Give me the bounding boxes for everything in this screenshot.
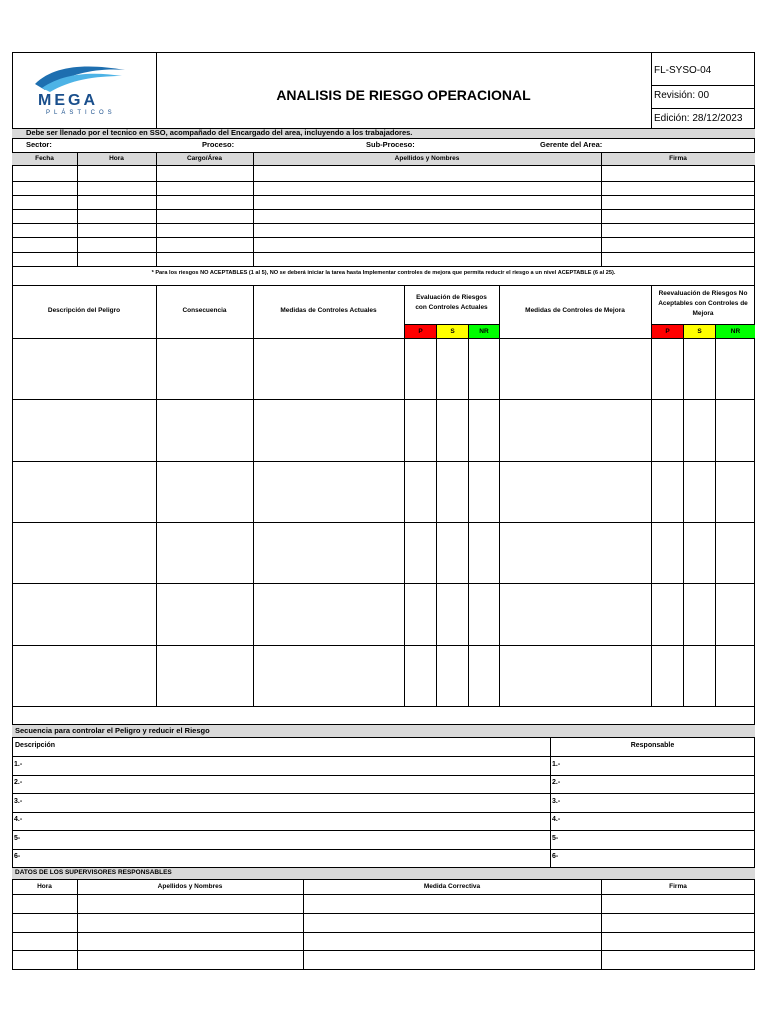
table-row[interactable]	[12, 830, 755, 831]
grid-line	[499, 285, 500, 706]
col-reevaluacion: Reevaluación de Riesgos No Aceptables con Controles de Mejora	[658, 290, 748, 317]
sequence-item: 5-	[14, 835, 21, 842]
table-row[interactable]	[12, 849, 755, 850]
table-row[interactable]	[12, 894, 755, 895]
table-row[interactable]	[12, 583, 755, 584]
sequence-title: Secuencia para controlar el Peligro y reducir el Riesgo	[15, 726, 210, 735]
table-row[interactable]	[12, 522, 755, 523]
table-row[interactable]	[12, 461, 755, 462]
eval-nr-header	[469, 325, 499, 338]
grid-line	[12, 338, 755, 339]
grid-line	[156, 285, 157, 706]
edition-label: Edición: 28/12/2023	[654, 113, 743, 124]
reeval-nr-header	[716, 325, 755, 338]
table-row[interactable]	[12, 645, 755, 646]
table-row[interactable]	[12, 950, 755, 951]
gerente-label: Gerente del Area:	[540, 140, 603, 149]
eval-s-header	[437, 325, 468, 338]
sequence-descripcion-label: Descripción	[15, 742, 56, 749]
table-row[interactable]	[12, 793, 755, 794]
header-meta-line	[651, 108, 755, 109]
table-row[interactable]	[12, 932, 755, 933]
reeval-nr-label: NR	[730, 328, 741, 335]
grid-line	[404, 285, 405, 706]
supervisors-title: DATOS DE LOS SUPERVISORES RESPONSABLES	[15, 869, 172, 876]
eval-s-label: S	[450, 328, 455, 335]
logo-subtext: PLÁSTICOS	[46, 110, 116, 116]
col-fecha: Fecha	[35, 155, 54, 162]
proceso-label: Proceso:	[202, 140, 235, 149]
sector-label: Sector:	[26, 140, 52, 149]
table-row[interactable]	[12, 775, 755, 776]
table-row[interactable]	[12, 252, 755, 253]
risk-note: * Para los riesgos NO ACEPTABLES (1 al 5), NO se deberá iniciar la tarea hasta Implementar controles de mejora que permita reducir el riesgo a un nivel ACEPTABLE (6 al 25).	[151, 270, 616, 276]
form-code: FL-SYSO-04	[654, 65, 712, 76]
gerente-field[interactable]	[610, 141, 750, 151]
table-row[interactable]	[12, 237, 755, 238]
company-logo	[30, 62, 130, 122]
grid-line	[651, 285, 652, 706]
table-row[interactable]	[12, 913, 755, 914]
responsable-item: 4.-	[552, 816, 561, 823]
col-evaluacion: Evaluación de Riesgos con Controles Actuales	[415, 294, 488, 311]
header-divider-right	[651, 52, 652, 128]
sup-col-hora: Hora	[37, 883, 52, 890]
col-cargo: Cargo/Área	[186, 155, 223, 162]
sup-col-apellidos: Apellidos y Nombres	[157, 883, 223, 890]
col-apellidos: Apellidos y Nombres	[394, 155, 460, 162]
grid-line	[253, 285, 254, 706]
sup-col-firma: Firma	[669, 883, 687, 890]
responsable-item: 3.-	[552, 798, 561, 805]
col-mejora: Medidas de Controles de Mejora	[525, 307, 625, 314]
subproceso-field[interactable]	[420, 141, 535, 151]
table-row[interactable]	[12, 209, 755, 210]
instructions-text: Debe ser llenado por el tecnico en SSO, acompañado del Encargado del area, incluyendo a los trabajadores.	[26, 128, 413, 137]
grid-line	[468, 324, 469, 706]
table-row[interactable]	[12, 756, 755, 757]
table-row[interactable]	[12, 706, 755, 707]
proceso-field[interactable]	[240, 141, 360, 151]
responsable-item: 6-	[552, 853, 559, 860]
logo-text: MEGA	[38, 92, 98, 109]
sequence-item: 2.-	[14, 779, 23, 786]
col-consecuencia: Consecuencia	[182, 307, 227, 314]
reeval-s-label: S	[697, 328, 702, 335]
sector-field[interactable]	[60, 141, 160, 151]
table-row[interactable]	[12, 812, 755, 813]
col-hora: Hora	[109, 155, 124, 162]
reeval-p-label: P	[665, 328, 670, 335]
table-row[interactable]	[12, 195, 755, 196]
grid-line	[683, 324, 684, 706]
eval-p-label: P	[418, 328, 423, 335]
sequence-item: 3.-	[14, 798, 23, 805]
eval-p-header	[405, 325, 436, 338]
grid-line	[436, 324, 437, 706]
grid-line	[12, 285, 755, 286]
sequence-item: 4.-	[14, 816, 23, 823]
table-row[interactable]	[12, 181, 755, 182]
sequence-item: 6-	[14, 853, 21, 860]
page-title: ANALISIS DE RIESGO OPERACIONAL	[276, 87, 531, 103]
col-peligro: Descripción del Peligro	[47, 307, 121, 314]
sequence-responsable-label: Responsable	[630, 742, 675, 749]
col-firma: Firma	[669, 155, 687, 162]
grid-line	[715, 324, 716, 706]
col-controles: Medidas de Controles Actuales	[280, 307, 377, 314]
header-meta-line	[651, 85, 755, 86]
responsable-item: 1.-	[552, 761, 561, 768]
grid-line	[550, 738, 551, 867]
eval-nr-label: NR	[479, 328, 489, 335]
revision-label: Revisión: 00	[654, 90, 710, 101]
sequence-item: 1.-	[14, 761, 23, 768]
form-frame	[12, 52, 755, 970]
table-row[interactable]	[12, 266, 755, 267]
responsable-item: 5-	[552, 835, 559, 842]
table-row[interactable]	[12, 223, 755, 224]
subproceso-label: Sub-Proceso:	[366, 140, 415, 149]
sup-col-medida: Medida Correctiva	[423, 883, 481, 890]
table-row[interactable]	[12, 399, 755, 400]
reeval-s-header	[684, 325, 715, 338]
reeval-p-header	[652, 325, 683, 338]
responsable-item: 2.-	[552, 779, 561, 786]
